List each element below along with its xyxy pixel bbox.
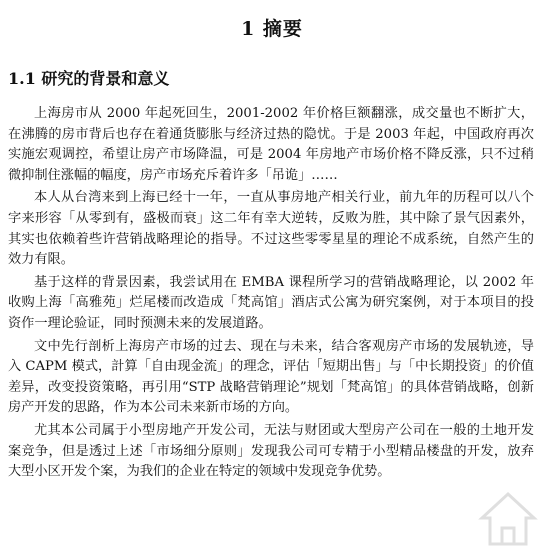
paragraph: 本人从台湾来到上海已经十一年，一直从事房地产相关行业，前九年的历程可以八个字来形容「从零到有，盛极而衰」这二年有幸大逆转，反败为胜，其中除了景气因素外，其实也依赖着些许营销战略理论的指导。不过这些零零星星的理论不成系统，自然产生的效力有限。 xyxy=(8,190,534,268)
paragraph: 文中先行剖析上海房产市场的过去、现在与未来，结合客观房产市场的发展轨迹，导入 CAPM 模式，計算「自由现金流」的理念，评估「短期出售」与「中长期投资」的价值差异，改变投资策略，再引用“STP 战略营销理论”规划「梵高馆」的具体营销战略，创新房产开发的思路，作为本公司未来新市场的方向。 xyxy=(8,338,534,416)
section-title: 1.1 研究的背景和意义 xyxy=(8,69,170,88)
paragraph: 基于这样的背景因素，我尝试用在 EMBA 课程所学习的营销战略理论，以 2002 年收购上海「高雅苑」烂尾楼而改造成「梵高馆」酒店式公寓为研究案例，对于本项目的投资作一理论验证，同时预测未来的发展道路。 xyxy=(8,274,534,331)
paragraph: 尤其本公司属于小型房地产开发公司，无法与财团或大型房产公司在一般的土地开发案竞争，但是透过上述「市场细分原则」发现我公司可专精于小型精品楼盘的开发，放弃大型小区开发个案，为我们的企业在特定的领域中发现竞争优势。 xyxy=(8,422,534,480)
body-text xyxy=(8,104,534,485)
chapter-title: 1 摘要 xyxy=(241,18,303,40)
paragraph: 上海房市从 2000 年起死回生，2001-2002 年价格巨额翻涨，成交量也不断扩大，在沸腾的房市背后也存在着通货膨胀与经济过热的隐忧。于是 2003 年起，中国政府再次实施宏观调控，希望让房产市场降温，可是 2004 年房地产市场价格不降反涨，只不过稍微抑制住涨幅的幅度，房产市场充斥着许多「吊诡」…… xyxy=(8,106,534,183)
watermark-logo-icon xyxy=(476,488,540,552)
